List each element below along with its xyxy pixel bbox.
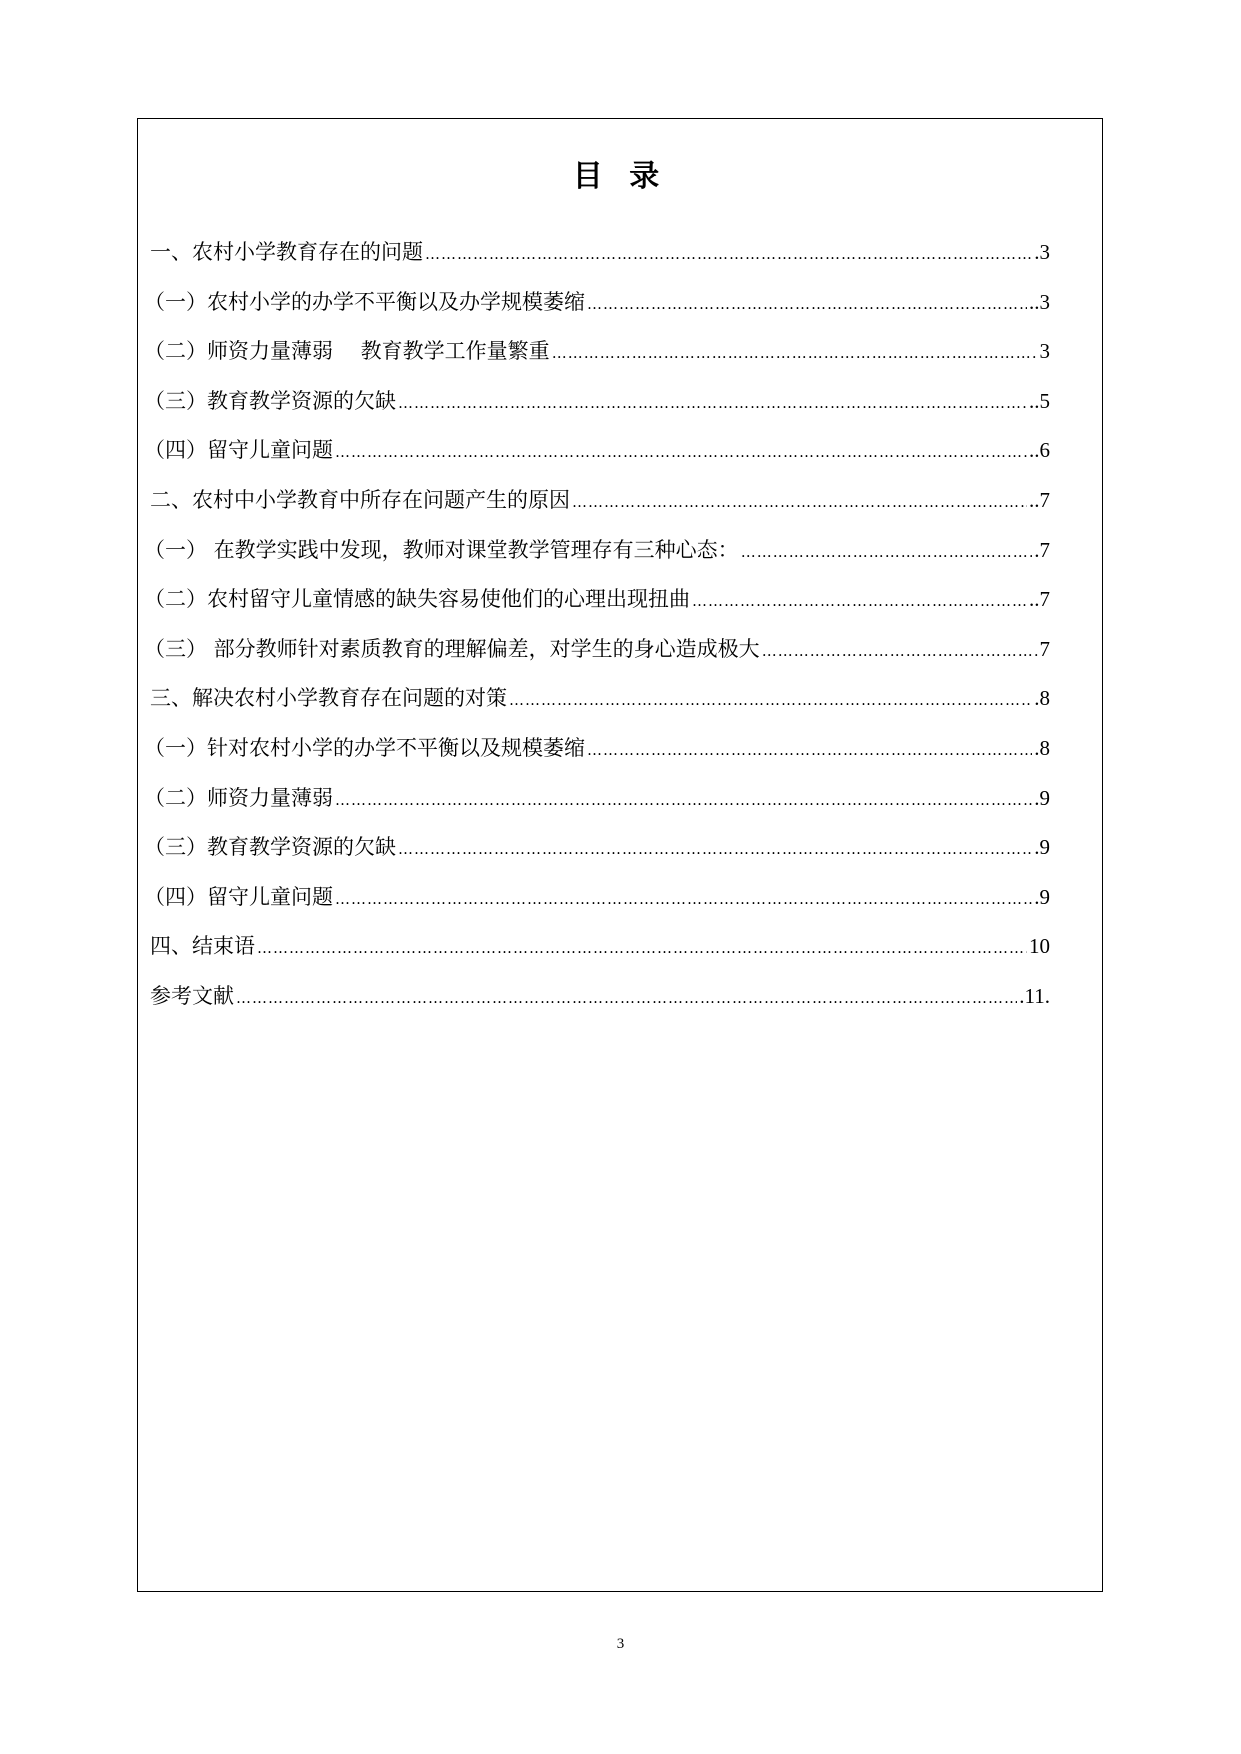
toc-entry[interactable] — [144, 535, 1050, 585]
toc-entry[interactable] — [144, 336, 1050, 386]
toc-entry-row — [144, 435, 1050, 467]
toc-dot-leader — [741, 537, 1033, 567]
toc-entry-page: ..7 — [1029, 487, 1050, 512]
toc-title: 目 录 — [572, 159, 668, 194]
toc-dot-leader — [398, 388, 1027, 418]
toc-entry-row — [144, 634, 1050, 666]
toc-entry[interactable] — [150, 683, 1050, 733]
toc-entry-page: 10 — [1029, 934, 1050, 959]
toc-dot-leader — [257, 933, 1027, 963]
toc-dot-leader — [335, 437, 1027, 467]
toc-entry-row — [144, 584, 1050, 616]
toc-dot-leader — [398, 834, 1032, 864]
toc-dot-leader — [335, 884, 1032, 914]
toc-entry-label: （三）教育教学资源的欠缺 — [144, 388, 396, 413]
toc-entry[interactable] — [144, 733, 1050, 783]
toc-dot-leader — [587, 289, 1027, 319]
toc-entry-label: （一） 在教学实践中发现，教师对课堂教学管理存有三种心态： — [144, 537, 739, 562]
toc-entry-row — [144, 783, 1050, 815]
toc-entry-row — [150, 485, 1050, 517]
toc-dot-leader — [335, 785, 1032, 815]
toc-entry[interactable] — [150, 237, 1050, 287]
toc-entry-page: ..5 — [1029, 388, 1050, 413]
toc-entry-label: （二）师资力量薄弱 — [144, 785, 333, 810]
toc-entry-label: （三）教育教学资源的欠缺 — [144, 835, 396, 860]
toc-entry-page: .9 — [1034, 884, 1050, 909]
toc-entry-page: .9 — [1034, 835, 1050, 860]
toc-entry-page: ..7 — [1029, 587, 1050, 612]
toc-entry-row — [150, 683, 1050, 715]
toc-entry-label: （一）针对农村小学的办学不平衡以及规模萎缩 — [144, 735, 585, 760]
toc-dot-leader — [552, 338, 1038, 368]
toc-entry-page: .11. — [1019, 983, 1050, 1008]
toc-dot-leader — [762, 636, 1038, 666]
toc-entry-label: 四、结束语 — [150, 934, 255, 959]
toc-dot-leader — [587, 735, 1032, 765]
toc-entry[interactable] — [144, 634, 1050, 684]
page-frame — [137, 118, 1103, 1592]
toc-entry-page: ..3 — [1029, 289, 1050, 314]
toc-entry[interactable] — [150, 485, 1050, 535]
toc-entry-page: .9 — [1034, 785, 1050, 810]
toc-entry[interactable] — [150, 931, 1050, 981]
toc-entry[interactable] — [144, 783, 1050, 833]
toc-entry-row — [150, 931, 1050, 963]
toc-entry-page: ..6 — [1029, 438, 1050, 463]
toc-entry-page: .8 — [1034, 686, 1050, 711]
toc-entry-row — [144, 832, 1050, 864]
toc-entry-page: .8 — [1034, 735, 1050, 760]
toc-entry[interactable] — [144, 882, 1050, 932]
toc-entry-page: 7 — [1039, 636, 1050, 661]
toc-entry-row — [144, 535, 1050, 567]
toc-entry[interactable] — [144, 584, 1050, 634]
toc-list — [144, 237, 1050, 1031]
toc-dot-leader — [572, 487, 1027, 517]
toc-entry[interactable] — [144, 287, 1050, 337]
toc-entry-row — [144, 882, 1050, 914]
toc-entry-row — [150, 981, 1050, 1013]
toc-entry-label: 三、解决农村小学教育存在问题的对策 — [150, 686, 507, 711]
toc-entry-label: （四）留守儿童问题 — [144, 438, 333, 463]
toc-entry-label: （三） 部分教师针对素质教育的理解偏差，对学生的身心造成极大 — [144, 636, 760, 661]
toc-dot-leader — [236, 983, 1017, 1013]
toc-entry-page: .3 — [1034, 240, 1050, 264]
toc-entry-label: （二）师资力量薄弱 教育教学工作量繁重 — [144, 339, 550, 364]
toc-entry[interactable] — [144, 832, 1050, 882]
toc-entry-row — [144, 386, 1050, 418]
toc-entry-page: 3 — [1039, 339, 1050, 364]
toc-entry[interactable] — [150, 981, 1050, 1031]
toc-entry-label: （一）农村小学的办学不平衡以及办学规模萎缩 — [144, 289, 585, 314]
toc-dot-leader — [509, 685, 1032, 715]
toc-entry-label: 一、农村小学教育存在的问题 — [150, 240, 423, 264]
toc-entry-label: 参考文献 — [150, 983, 234, 1008]
toc-entry-row — [144, 287, 1050, 319]
toc-entry-row — [144, 336, 1050, 368]
toc-entry[interactable] — [144, 386, 1050, 436]
toc-dot-leader — [692, 586, 1027, 616]
page-number: 3 — [616, 1636, 625, 1652]
toc-entry-label: 二、农村中小学教育中所存在问题产生的原因 — [150, 487, 570, 512]
toc-entry[interactable] — [144, 435, 1050, 485]
toc-entry-label: （二）农村留守儿童情感的缺失容易使他们的心理出现扭曲 — [144, 587, 690, 612]
toc-entry-page: .7 — [1034, 537, 1050, 562]
toc-dot-leader — [425, 239, 1032, 269]
toc-entry-label: （四）留守儿童问题 — [144, 884, 333, 909]
toc-entry-row — [150, 237, 1050, 269]
toc-entry-row — [144, 733, 1050, 765]
